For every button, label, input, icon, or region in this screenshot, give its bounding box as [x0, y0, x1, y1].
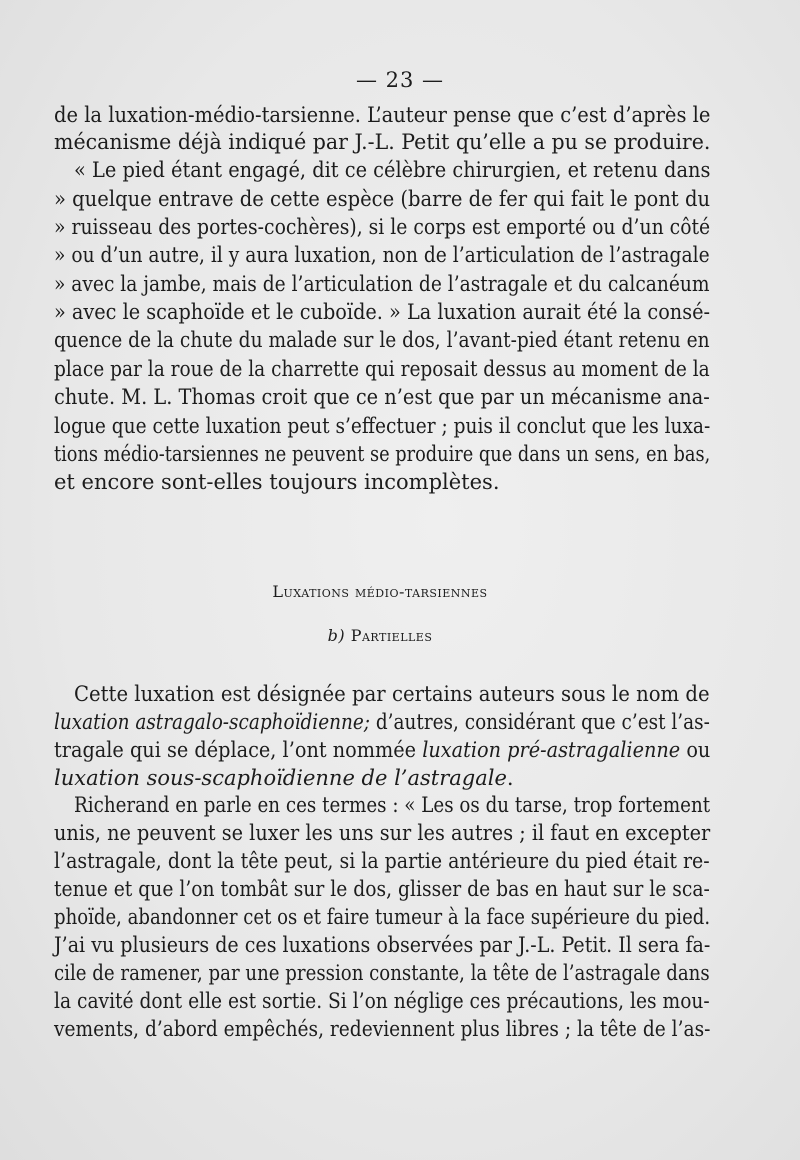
text-line: unis, ne peuvent se luxer les uns sur les autres ; il faut en excepter	[54, 821, 711, 845]
text-line: et encore sont-elles toujours incomplètes.	[54, 470, 500, 494]
text-line: » avec le scaphoïde et le cuboïde. » La luxation aurait été la consé-	[54, 300, 711, 324]
text-line: la cavité dont elle est sortie. Si l’on néglige ces précautions, les mou-	[54, 989, 710, 1013]
text-line: Cette luxation est désignée par certains auteurs sous le nom de	[74, 682, 710, 706]
text-line: » quelque entrave de cette espèce (barre de fer qui fait le pont du	[54, 187, 711, 211]
text-line: tenue et que l’on tombât sur le dos, glisser de bas en haut sur le sca-	[54, 877, 710, 901]
section-title: Luxations médio-tarsiennes	[272, 582, 488, 601]
text-line: » avec la jambe, mais de l’articulation de l’astragale et du calcanéum	[54, 272, 710, 296]
text-line: tragale qui se déplace, l’ont nommée luxation pré-astragalienne ou	[54, 738, 711, 762]
text-line: de la luxation-médio-tarsienne. L’auteur pense que c’est d’après le	[54, 103, 711, 127]
italic-term: luxation sous-scaphoïdienne de l’astragale	[54, 766, 507, 790]
text-line: chute. M. L. Thomas croit que ce n’est que par un mécanisme ana-	[54, 385, 710, 409]
subsection-letter: b)	[327, 626, 346, 645]
text-line: phoïde, abandonner cet os et faire tumeur à la face supérieure du pied.	[54, 905, 711, 929]
text-line: vements, d’abord empêchés, redeviennent plus libres ; la tête de l’as-	[54, 1017, 711, 1041]
subsection-title: Partielles	[350, 626, 433, 645]
text-line: luxation sous-scaphoïdienne de l’astragale.	[54, 766, 514, 790]
page-number: — 23 —	[355, 68, 445, 92]
text-line: Richerand en parle en ces termes : « Les os du tarse, trop fortement	[74, 793, 711, 817]
subsection-heading	[0, 626, 760, 645]
text-line: luxation astragalo-scaphoïdienne; d’autres, considérant que c’est l’as-	[54, 710, 710, 734]
italic-term: luxation pré-astragalienne	[422, 738, 681, 762]
section-heading	[0, 582, 760, 601]
text-line: quence de la chute du malade sur le dos, l’avant-pied étant retenu en	[54, 328, 710, 352]
text-line: » ou d’un autre, il y aura luxation, non de l’articulation de l’astragale	[54, 243, 710, 267]
text-line: » ruisseau des portes-cochères), si le corps est emporté ou d’un côté	[54, 215, 711, 239]
text-line: « Le pied étant engagé, dit ce célèbre chirurgien, et retenu dans	[74, 158, 711, 182]
text-line: tions médio-tarsiennes ne peuvent se produire que dans un sens, en bas,	[54, 442, 711, 466]
text-line: cile de ramener, par une pression constante, la tête de l’astragale dans	[54, 961, 710, 985]
text-line: l’astragale, dont la tête peut, si la partie antérieure du pied était re-	[54, 849, 710, 873]
text-line: logue que cette luxation peut s’effectuer ; puis il conclut que les luxa-	[54, 414, 711, 438]
italic-term: luxation astragalo-scaphoïdienne;	[54, 710, 371, 734]
text-line: place par la roue de la charrette qui reposait dessus au moment de la	[54, 357, 710, 381]
text-line: mécanisme déjà indiqué par J.-L. Petit qu’elle a pu se produire.	[54, 130, 711, 154]
text-line: J’ai vu plusieurs de ces luxations observées par J.-L. Petit. Il sera fa-	[54, 933, 711, 957]
